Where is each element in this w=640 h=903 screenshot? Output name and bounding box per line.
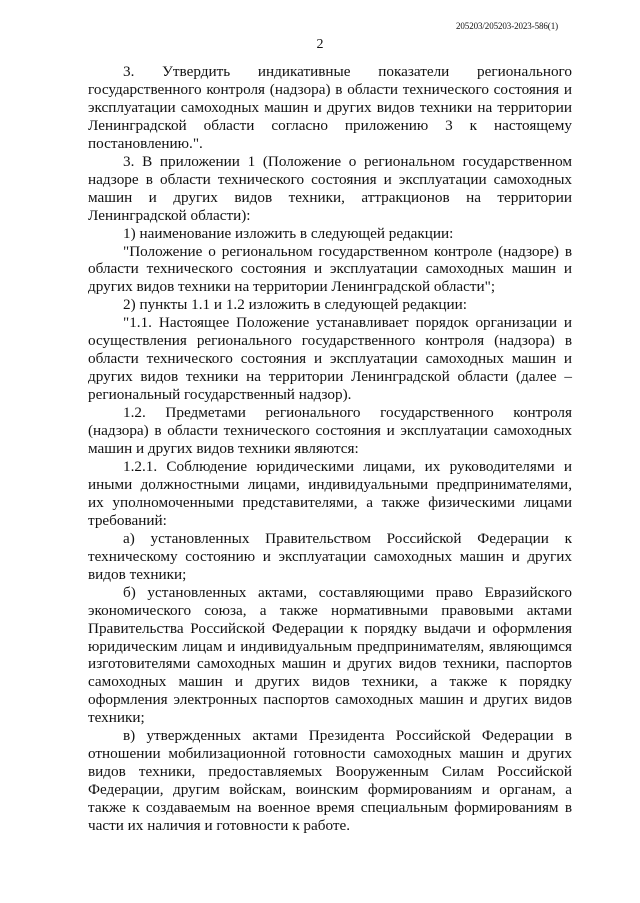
paragraph-item-a: а) установленных Правительством Российской Федерации к техническому состоянию и эксплуатации самоходных машин и других видов техники; [88, 529, 572, 583]
paragraph-clauses-change: 2) пункты 1.1 и 1.2 изложить в следующей редакции: [123, 296, 467, 314]
paragraph-appendix-1-changes: 3. В приложении 1 (Положение о региональном государственном надзоре в области технического состояния и эксплуатации самоходных машин и других видов техники, аттракционов на территории Ленинградской области): [88, 152, 572, 224]
page-number: 2 [316, 37, 324, 52]
paragraph-item-v: в) утвержденных актами Президента Российской Федерации в отношении мобилизационной готовности самоходных машин и других видов техники, предоставляемых Вооруженным Силам Российской Федерации, другим войскам, воинским формированиям и органам, а также к создаваемым на военное время специальным формированиям в части их наличия и готовности к работе. [88, 727, 572, 835]
paragraph-item-b: б) установленных актами, составляющими право Евразийского экономического союза, а также нормативными правовыми актами Правительства Российской Федерации к порядку выдачи и оформления юридическим лицам и индивидуальным предпринимателям, являющимся изготовителями самоходных машин и других видов техники, паспортов самоходных машин и других видов техники, а также к порядку оформления электронных паспортов самоходных машин и других видов техники; [88, 583, 572, 727]
paragraph-clause-1-1: "1.1. Настоящее Положение устанавливает порядок организации и осуществления регионального государственного контроля (надзора) в области технического состояния и эксплуатации самоходных машин и других видов техники на территории Ленинградской области (далее – региональный государственный надзор). [88, 314, 572, 404]
paragraph-approve-indicators: 3. Утвердить индикативные показатели регионального государственного контроля (надзора) в области технического состояния и эксплуатации самоходных машин и других видов техники на территории Ленинградской области согласно приложению 3 к настоящему постановлению.". [88, 63, 572, 152]
paragraph-title-change: 1) наименование изложить в следующей редакции: [123, 224, 454, 242]
paragraph-clause-1-2-1: 1.2.1. Соблюдение юридическими лицами, их руководителями и иными должностными лицами, индивидуальными предпринимателями, их уполномоченными представителями, а также физическими лицами требований: [88, 457, 572, 529]
document-body [88, 63, 572, 835]
paragraph-new-title: "Положение о региональном государственном контроле (надзоре) в области технического состояния и эксплуатации самоходных машин и других видов техники на территории Ленинградской области"; [88, 242, 572, 296]
document-registration-code: 205203/205203-2023-586(1) [456, 21, 558, 31]
paragraph-clause-1-2: 1.2. Предметами регионального государственного контроля (надзора) в области технического состояния и эксплуатации самоходных машин и других видов техники являются: [88, 404, 572, 458]
